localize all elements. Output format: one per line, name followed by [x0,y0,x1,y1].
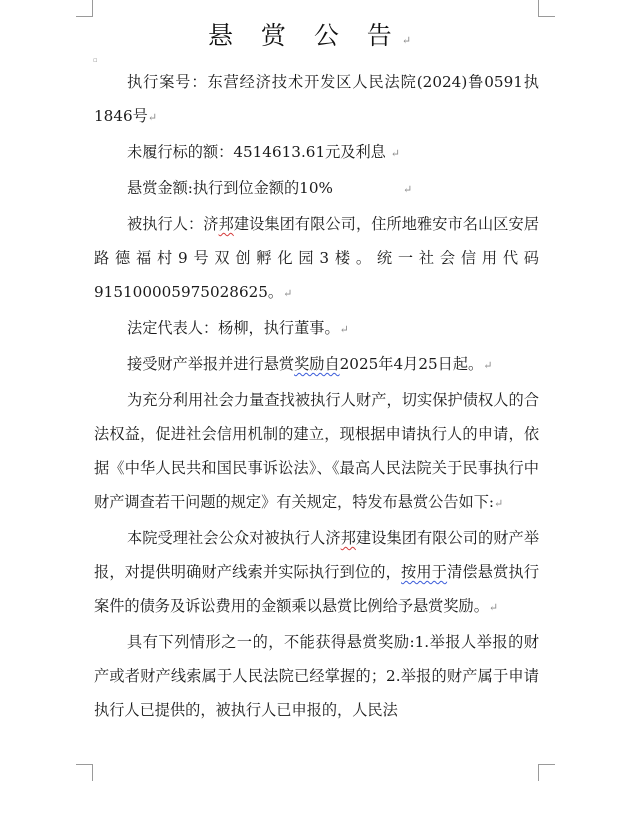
page-corner-mark-bottom-right [538,764,555,781]
paragraph-mark: ↵ [401,34,412,47]
empty-paragraph-marker: ▫ [93,56,98,64]
page-corner-mark-top-left [76,0,93,17]
paragraph-reward-amount: 悬赏金额:执行到位金额的10% ↵ [127,179,413,197]
paragraph-mark: ↵ [488,601,499,614]
paragraph-mark: ↵ [494,497,504,510]
paragraph-notice: 本院受理社会公众对被执行人济邦建设集团有限公司的财产举报，对提供明确财产线索并实际执行到位的，按用于清偿悬赏执行案件的债务及诉讼费用的金额乘以悬赏比例给予悬赏奖励。↵ [94,529,540,615]
paragraph-mark: ↵ [390,147,400,160]
page-corner-mark-top-right [538,0,555,17]
paragraph-mark: ↵ [339,323,349,336]
grammar-underline: 奖励自 [294,355,340,373]
paragraph-mark: ↵ [283,287,293,300]
paragraph-case-no: 执行案号：东营经济技术开发区人民法院(2024)鲁0591执1846号↵ [94,73,539,125]
title-text: 悬 赏 公 告 [207,21,402,50]
document-body[interactable] [94,65,539,727]
page-title [0,16,619,52]
grammar-underline: 按用于 [401,563,448,581]
paragraph-mark: ↵ [483,359,493,372]
paragraph-exclusion: 具有下列情形之一的，不能获得悬赏奖励:1.举报人举报的财产或者财产线索属于人民法院已经掌握的；2.举报的财产属于申请执行人已提供的，被执行人已申报的，人民法 [94,633,539,719]
paragraph-accept-date: 接受财产举报并进行悬赏奖励自2025年4月25日起。↵ [127,355,493,373]
spellcheck-underline: 邦 [340,529,356,547]
page-corner-mark-bottom-left [76,764,93,781]
spellcheck-underline: 邦 [218,215,234,233]
paragraph-mark: ↵ [147,111,158,124]
paragraph-legal-representative: 法定代表人：杨柳，执行董事。↵ [127,319,349,337]
paragraph-respondent: 被执行人：济邦建设集团有限公司，住所地雅安市名山区安居路德福村9号双创孵化园3楼。统一社会信用代码915100005975028625。↵ [94,215,540,301]
paragraph-mark: ↵ [402,183,413,196]
paragraph-unfulfilled-amount: 未履行标的额：4514613.61元及利息 ↵ [127,143,400,161]
paragraph-purpose: 为充分利用社会力量查找被执行人财产，切实保护债权人的合法权益，促进社会信用机制的建立，现根据申请执行人的申请，依据《中华人民共和国民事诉讼法》、《最高人民法院关于民事执行中财产调查若干问题的规定》有关规定，特发布悬赏公告如下:↵ [94,391,539,511]
